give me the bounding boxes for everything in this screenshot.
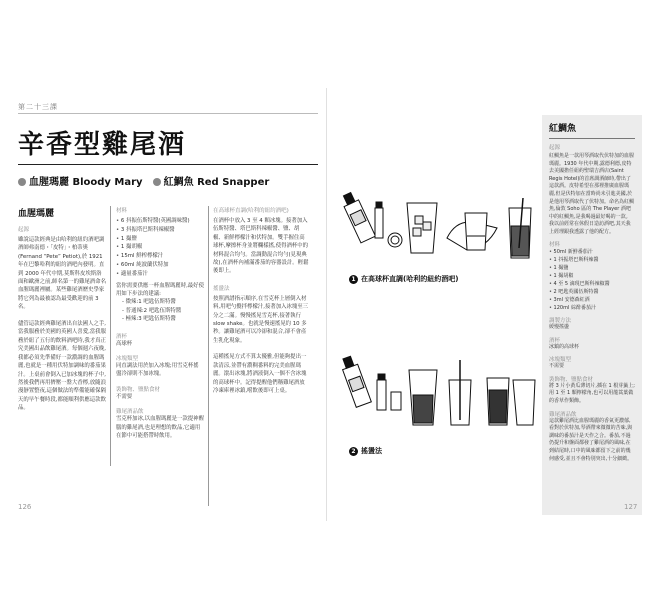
- sidebar-rule: [549, 138, 635, 139]
- ingredient-item: • 1 抖振塔巴斯科辣醬: [549, 256, 635, 264]
- rolling-text: 這種搖晃方式不算太優雅,但能夠提出一款清涼,並帶有濃稠番料的完美血腥瑪麗。滾出冰塊,將酒液倒入一個不含冰塊的高球杯中。記得提醒他們稱雞尾酒放冷凍庫裡冰鎮,嚐飲後即可上桌。: [213, 354, 307, 394]
- method-label: 在高球杯直調(哈利的紐約酒吧): [213, 208, 289, 214]
- column-ingredients: [116, 206, 204, 440]
- section-label: 起源: [18, 227, 30, 233]
- ice-label: 冰塊類型: [116, 356, 139, 363]
- roll-label: 搖盪法: [213, 285, 230, 292]
- left-page: [0, 88, 327, 521]
- materials-label: 材料: [549, 242, 561, 248]
- ingredient-item: • 6 抖振伍斯特醬(英國調味醬): [116, 217, 204, 226]
- ice-value: 同直調法用於加入冰塊;用雪克杯搖盪冷卻則不加冰塊。: [116, 363, 199, 378]
- illustration-shake: [337, 350, 537, 435]
- glass-value: 冰鎮的高球杯: [549, 343, 580, 350]
- ingredient-item: • 2 吧匙英國伍斯特醬: [549, 288, 635, 296]
- classic-label: 雞尾酒品飲: [116, 409, 144, 416]
- drink-list: [18, 173, 269, 188]
- illustration-build: [337, 178, 537, 273]
- bullet-icon: [18, 178, 26, 186]
- variant-item: - 微辣:1 吧匙伍斯特醬: [122, 299, 176, 306]
- ingredient-item: • 50ml 新鮮番茄汁: [549, 248, 635, 256]
- ingredient-item: • 1 撮鹽: [549, 264, 635, 272]
- bottle-icon: [340, 191, 376, 243]
- ingredient-item: • 120ml 綜酢番茄汁: [549, 304, 635, 312]
- page-number: 127: [624, 503, 638, 511]
- figure-caption: 1 在高球杯直調(哈利的紐約酒吧): [349, 274, 458, 284]
- lesson-label: 第二十三課: [18, 103, 58, 111]
- garnish-label: 裝飾物、鹽點食材: [549, 376, 594, 383]
- glass-label: 酒杯: [116, 333, 128, 340]
- section-heading: 血腥瑪麗: [18, 209, 55, 219]
- figure-caption: 2 搖盪法: [349, 446, 382, 456]
- tasting-label: 雞尾酒品飲: [549, 411, 577, 418]
- garnish-value: 不需要: [116, 393, 133, 400]
- ingredient-note: 當你需要供應一杯血腥瑪麗時,最好使用如下步法的建議:: [116, 282, 204, 297]
- origin-text: 雖說這款經典是由哈利的紐約酒吧調酒師弗南德・「皮特」・柏蒂奧(Fernand “Pete” Petiot),於 1921 年在巴黎哈利的紐約酒吧內發明。直到 2000 年代中期,莫斯科皮埃斯洛面和歐洲之前,師名第一的雞尾酒命名血腥瑪麗裡屬。某些雞尾酒歷史學家將它列為最被認為最受歡迎的前 3 名。 儘管這款經典雞尾酒出自法國人之手,當我服務於美國的英國人喜愛,當我服務於紐了五行的飲料酒吧時,我才真正究美國出品飲雞尾酒。每個週六夜晚,我都必須先準備好一款濃調的血腥瑪麗,也就是一種用伏特加調味的番茄果汁。上桌前會倒入已加冰塊的杯子中,然後我們再用擠壓一盤大香檸,放隨浪漫靜置整夜,這個做法的準備能確保隔天的早午餐時段,都能順利供應這款飲品。: [18, 237, 106, 412]
- sidebar-heading: 紅鯛魚: [549, 124, 577, 134]
- garnish-value: 將 3 片小黃瓜薄切片,插在 1 根芽籤上;用 1 至 1 顆檸檬角,也可以用龍蒿葉做的香草作類飾。: [549, 382, 635, 404]
- ingredient-item: • 1 撮胡椒: [549, 272, 635, 280]
- page-title: 辛香型雞尾酒: [18, 130, 187, 160]
- drink-item: 血腥瑪麗 Bloody Mary: [18, 173, 143, 188]
- ingredient-item: • 4 至 5 滴現巴斯科辣椒醬: [549, 280, 635, 288]
- ingredient-list: [549, 248, 635, 312]
- ingredient-item: • 1 撮鹽: [116, 235, 204, 244]
- title-rule: [18, 164, 318, 165]
- garnish-label: 裝飾物、鹽點食材: [116, 386, 161, 393]
- ingredient-list: [116, 217, 204, 279]
- column-divider: [208, 206, 209, 506]
- step-number-icon: 1: [349, 275, 358, 284]
- bullet-icon: [153, 178, 161, 186]
- variant-item: - 極辣:3 吧匙伍斯特醬: [122, 316, 176, 323]
- right-page: [327, 88, 655, 521]
- book-spread: [0, 88, 655, 521]
- glass-label: 酒杯: [549, 337, 561, 344]
- ingredient-item: • 3 抖振塔巴斯科辣椒醬: [116, 226, 204, 235]
- method-text: 在酒杯中放入 3 至 4 顆冰塊。接著加入伍斯特醬、塔巴斯科辣椒醬、鹽、胡椒、新鮮檸檬汁和伏特加。雙手握住高球杯,摩擦杯身並將欄樣搖,使得酒杯中的材料混合均勻。當調動混合均勻(見現典故),在酒杯內補滿番茄的容器設計。輕鬆後即上。: [213, 218, 309, 275]
- column-divider: [110, 206, 111, 466]
- origin-text: 紅鯛魚是一款用琴酒取代伏特加的血腥瑪麗。1930 年代中期,露德利德,皮特去美國擔任紐約聖瑞吉酒店(Saint Regis Hotel)的首席調酒師時,帶出了這款酒。皮特希望在那裡推廣血腥瑪麗,但是伏特加在當時尚未引進美國,於是他用琴酒取代了伏特加。命名為紅鯛魚,倫敦 Soho 區的 The Player 酒吧中的紅鯛魚,是我喝過最好喝的一款。我以前經常在休假日造訪酒吧,其天我上經理跟我透露了他的配方。: [549, 153, 635, 235]
- method-value: 緩慢搖盪: [549, 324, 570, 330]
- ingredient-item: • 60ml 純波蘭伏特加: [116, 261, 204, 270]
- recipe-sidebar: [542, 115, 642, 515]
- materials-label: 材料: [116, 208, 128, 214]
- column-method: [213, 206, 309, 395]
- classic-value: 雪克杯加冰,以血腥瑪麗是一款提神醒腦的雞尾酒,也是理想的飲品,它適用在節中可能搭帶時飲用。: [116, 416, 204, 440]
- ingredient-item: • 1 撮胡椒: [116, 243, 204, 252]
- step-number-icon: 2: [349, 447, 358, 456]
- page-number: 126: [18, 503, 32, 511]
- ingredient-item: • 3ml 安德森紅酒: [549, 296, 635, 304]
- tasting-text: 這款雞尾酒比血腥瑪麗的香氣更濃郁,看對於伏特加,琴酒帶來微微的苦味,與調味的番茄汁是天作之合。番茄,不過仍提升和盤面都發了雞尾酒的風味,在到結尾時,口中的風味都留下之前的幾何感受,並且不會特別突出,十分細緻。: [549, 417, 633, 462]
- ingredient-item: • 適量番茄汁: [116, 270, 204, 279]
- origin-label: 起源: [549, 145, 561, 151]
- method-label: 調製方法: [549, 318, 572, 324]
- drink-item: 紅鯛魚 Red Snapper: [153, 173, 270, 188]
- ice-value: 不需要: [549, 363, 565, 370]
- variant-item: - 普通辣:2 吧匙伍斯特醬: [122, 307, 182, 314]
- header-rule: [18, 113, 318, 114]
- glass-value: 高球杯: [116, 340, 133, 347]
- bottle-icon: [339, 355, 371, 407]
- ingredient-item: • 15ml 鮮榨檸檬汁: [116, 252, 204, 261]
- column-origin: [18, 206, 106, 521]
- roll-text: 按照酒譜指示順序,在雪克杯上層倒入材料,用吧勺攪拌檸檬汁,接著加入冰塊至三分之二滿。慢慢搖晃雪克杯,接著執行 slow shake。也就是慢速搖晃約 10 多秒。讓雞尾酒可以冷卻和混合,卻不會產生乳化現象。: [213, 295, 309, 344]
- ice-label: 冰塊類型: [549, 357, 572, 364]
